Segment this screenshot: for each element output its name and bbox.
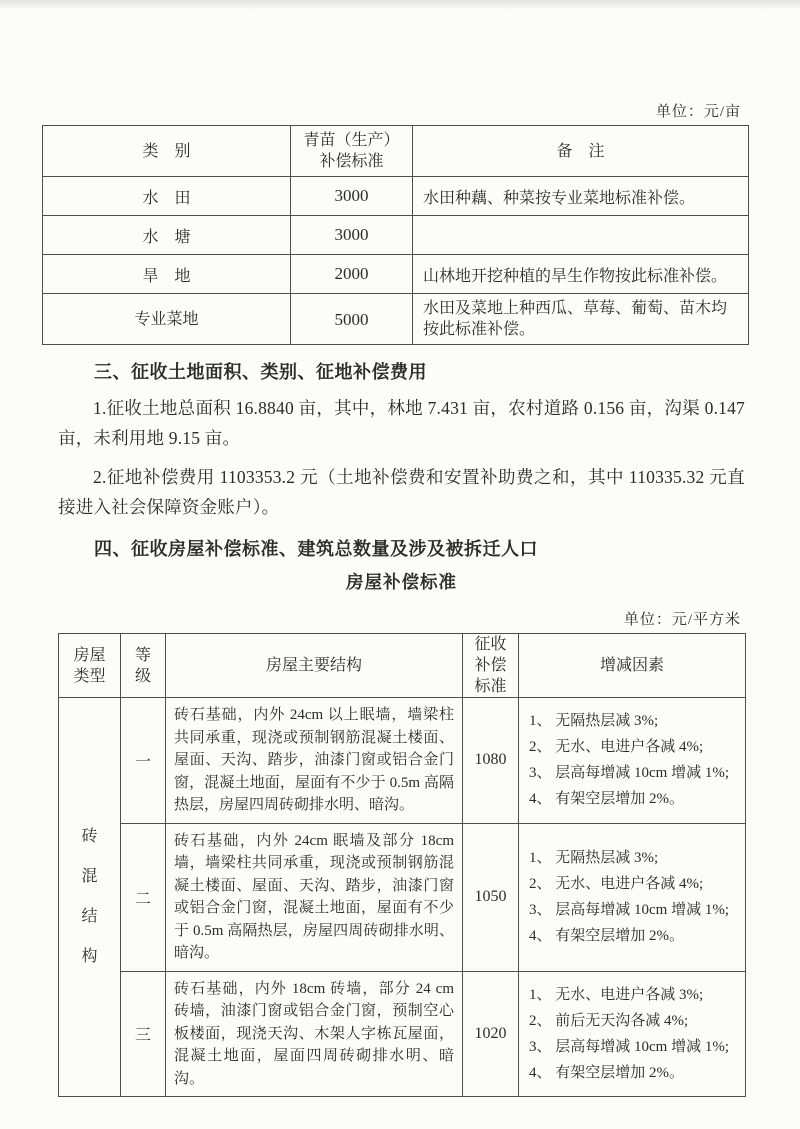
cell-house-type: 砖混结构 — [59, 698, 121, 1097]
house-compensation-table — [58, 633, 746, 1097]
cell-structure: 砖石基础，内外 24cm 眠墙及部分 18cm 墙，墙梁柱共同承重，现浇或预制钢筋混凝土楼面、屋面、天沟、踏步，油漆门窗或铝合金门窗，混凝土地面，屋面有不少于 0.5m 高隔热层，房屋四周砖砌排水明、暗沟。 — [166, 823, 463, 971]
cell-factors — [519, 823, 746, 971]
header-standard: 青苗（生产）补偿标准 — [291, 126, 413, 177]
cell-standard: 3000 — [291, 216, 413, 255]
header-grade: 等级 — [121, 634, 166, 698]
cell-factors — [519, 698, 746, 824]
cell-category: 水 塘 — [43, 216, 291, 255]
header-factors: 增减因素 — [519, 634, 746, 698]
unit-label-per-sqm: 单位：元/平方米 — [623, 612, 741, 628]
factor-line: 2、 无水、电进户各减 4%; — [529, 876, 704, 892]
green-crop-compensation-table — [42, 125, 749, 345]
table-row — [43, 294, 749, 345]
table-row — [43, 216, 749, 255]
cell-standard: 2000 — [291, 255, 413, 294]
house-compensation-subheading: 房屋补偿标准 — [346, 572, 457, 592]
factor-line: 3、 层高每增减 10cm 增减 1%; — [529, 902, 729, 918]
factor-line: 3、 层高每增减 10cm 增减 1%; — [529, 1038, 729, 1055]
cell-remark: 水田种藕、种菜按专业菜地标准补偿。 — [413, 177, 749, 216]
cell-grade: 一 — [121, 698, 166, 824]
header-category: 类 别 — [43, 126, 291, 177]
factor-line: 4、 有架空层增加 2%。 — [529, 791, 684, 808]
cell-standard: 1080 — [463, 698, 519, 824]
cell-standard: 5000 — [291, 294, 413, 345]
table-row — [59, 971, 746, 1097]
cell-remark: 山林地开挖种植的旱生作物按此标准补偿。 — [413, 255, 749, 294]
cell-standard: 3000 — [291, 177, 413, 216]
cell-grade: 三 — [121, 971, 166, 1097]
table-row — [43, 177, 749, 216]
table-row — [59, 698, 746, 824]
section-3-heading: 三、征收土地面积、类别、征地补偿费用 — [94, 362, 427, 382]
factor-line: 1、 无隔热层减 3%; — [529, 713, 659, 730]
section-3-paragraph-1: 1.征收土地总面积 16.8840 亩，其中，林地 7.431 亩，农村道路 0.156 亩，沟渠 0.147 亩，未利用地 9.15 亩。 — [58, 398, 745, 448]
cell-category: 旱 地 — [43, 255, 291, 294]
cell-category: 水 田 — [43, 177, 291, 216]
factor-line: 1、 无水、电进户各减 3%; — [529, 986, 704, 1003]
factor-line: 3、 层高每增减 10cm 增减 1%; — [529, 765, 729, 782]
table-row — [43, 255, 749, 294]
cell-grade: 二 — [121, 823, 166, 971]
cell-factors — [519, 971, 746, 1097]
header-structure: 房屋主要结构 — [166, 634, 463, 698]
document-content — [58, 0, 745, 1097]
cell-remark: 水田及菜地上种西瓜、草莓、葡萄、苗木均按此标准补偿。 — [413, 294, 749, 345]
cell-structure: 砖石基础，内外 18cm 砖墙，部分 24 cm 砖墙，油漆门窗或铝合金门窗，预制空心板楼面，现浇天沟、木架人字栋瓦屋面，混凝土地面，屋面四周砖砌排水明、暗沟。 — [166, 971, 463, 1097]
header-house-type: 房屋类型 — [59, 634, 121, 698]
factor-line: 4、 有架空层增加 2%。 — [529, 1064, 684, 1081]
factor-line: 2、 无水、电进户各减 4%; — [529, 739, 704, 756]
cell-category: 专业菜地 — [43, 294, 291, 345]
cell-standard: 1050 — [463, 823, 519, 971]
table-row — [59, 823, 746, 971]
cell-standard: 1020 — [463, 971, 519, 1097]
factor-line: 2、 前后无天沟各减 4%; — [529, 1012, 689, 1029]
factor-line: 1、 无隔热层减 3%; — [529, 850, 659, 866]
table-header-row — [59, 634, 746, 698]
section-3-paragraph-2: 2.征地补偿费用 1103353.2 元（土地补偿费和安置补助费之和，其中 110335.32 元直接进入社会保障资金账户）。 — [58, 467, 745, 517]
cell-structure: 砖石基础，内外 24cm 以上眠墙，墙梁柱共同承重，现浇或预制钢筋混凝土楼面、屋面、天沟、踏步，油漆门窗或铝合金门窗，混凝土地面，屋面有不少于 0.5m 高隔热层，房屋四周砖砌排水明、暗沟。 — [166, 698, 463, 824]
header-remark: 备 注 — [413, 126, 749, 177]
factor-line: 4、 有架空层增加 2%。 — [529, 928, 684, 944]
cell-remark — [413, 216, 749, 255]
header-standard: 征收补偿标准 — [463, 634, 519, 698]
section-4-heading: 四、征收房屋补偿标准、建筑总数量及涉及被拆迁人口 — [94, 539, 538, 559]
unit-label-per-mu: 单位：元/亩 — [655, 104, 741, 120]
table-header-row — [43, 126, 749, 177]
